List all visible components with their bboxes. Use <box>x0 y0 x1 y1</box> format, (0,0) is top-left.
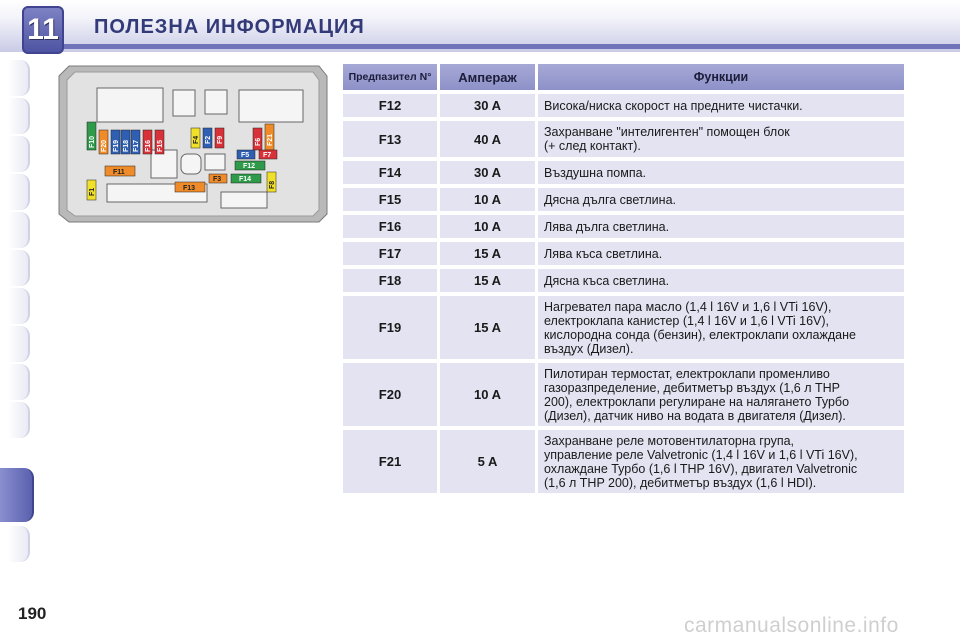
svg-text:F15: F15 <box>157 139 164 152</box>
function-text: Захранване "интелигентен" помощен блок (+ след контакт). <box>538 121 904 157</box>
fuse-F8 <box>267 172 276 192</box>
svg-text:F2: F2 <box>205 135 212 144</box>
function-text: Въздушна помпа. <box>538 161 904 184</box>
amperage: 10 A <box>440 188 535 211</box>
fuse-number: F16 <box>343 215 437 238</box>
side-tab-12[interactable] <box>8 526 30 562</box>
svg-text:F14: F14 <box>239 176 252 183</box>
function-text: Пилотиран термостат, електроклапи променливо газоразпределение, дебитметър въздух (1,6 л THP 200), електроклапи регулиране на налягането Турбо (Дизел), датчик ниво на водата в двигателя (Дизел). <box>538 363 904 426</box>
svg-text:F7: F7 <box>263 152 272 159</box>
header-amperage: Ампераж <box>440 64 535 90</box>
fuse-F18 <box>121 130 130 154</box>
table-header-row <box>343 64 904 90</box>
table-row <box>343 94 904 117</box>
table-row <box>343 430 904 493</box>
fuse-number: F12 <box>343 94 437 117</box>
fuse-F15 <box>155 130 164 154</box>
fuse-number: F17 <box>343 242 437 265</box>
side-tab-2[interactable] <box>8 98 30 134</box>
table-row <box>343 215 904 238</box>
amperage: 30 A <box>440 94 535 117</box>
side-tab-3[interactable] <box>8 136 30 172</box>
svg-text:F12: F12 <box>243 163 256 170</box>
table-row <box>343 161 904 184</box>
svg-text:F11: F11 <box>113 169 125 176</box>
fuse-number: F20 <box>343 363 437 426</box>
fuse-F6 <box>253 128 262 150</box>
fuse-box-diagram <box>57 64 329 224</box>
side-tab-1[interactable] <box>8 60 30 96</box>
svg-text:F19: F19 <box>113 139 120 152</box>
chapter-side-tabs <box>0 60 34 580</box>
side-tab-9[interactable] <box>8 364 30 400</box>
header-functions: Функции <box>538 64 904 90</box>
amperage: 15 A <box>440 242 535 265</box>
svg-text:F17: F17 <box>133 139 140 152</box>
fuse-number: F14 <box>343 161 437 184</box>
fuse-F11 <box>105 166 135 176</box>
amperage: 15 A <box>440 296 535 359</box>
amperage: 15 A <box>440 269 535 292</box>
amperage: 10 A <box>440 363 535 426</box>
fuse-F9 <box>215 128 224 148</box>
fuse-F16 <box>143 130 152 154</box>
table-row <box>343 269 904 292</box>
svg-text:F5: F5 <box>241 152 250 159</box>
svg-text:F9: F9 <box>217 135 224 144</box>
watermark: carmanualsonline.info <box>684 614 899 637</box>
fuse-F4 <box>191 128 200 148</box>
side-tab-5[interactable] <box>8 212 30 248</box>
header-fuse-number: Предпазител N° <box>343 64 437 90</box>
chapter-title: ПОЛЕЗНА ИНФОРМАЦИЯ <box>94 16 365 38</box>
function-text: Дясна дълга светлина. <box>538 188 904 211</box>
side-tab-4[interactable] <box>8 174 30 210</box>
side-tab-8[interactable] <box>8 326 30 362</box>
table-row <box>343 121 904 157</box>
page-number: 190 <box>18 604 47 623</box>
function-text: Дясна къса светлина. <box>538 269 904 292</box>
fuse-F13 <box>175 182 205 192</box>
function-text: Захранване реле мотовентилаторна група, управление реле Valvetronic (1,4 l 16V и 1,6 l VTi 16V), охлаждане Турбо (1,6 l THP 16V), двигател Valvetronic (1,6 л THP 200), дебитметър въздух (1,6 l HDI). <box>538 430 904 493</box>
function-text: Лява къса светлина. <box>538 242 904 265</box>
fuse-F2 <box>203 128 212 148</box>
svg-text:F3: F3 <box>213 176 222 183</box>
side-tab-11-active[interactable] <box>0 468 34 522</box>
function-text: Висока/ниска скорост на предните чистачки. <box>538 94 904 117</box>
chapter-number-tab: 11 <box>22 6 64 54</box>
svg-text:F13: F13 <box>183 185 196 192</box>
svg-text:F1: F1 <box>89 187 96 196</box>
table-row <box>343 363 904 426</box>
amperage: 10 A <box>440 215 535 238</box>
side-tab-6[interactable] <box>8 250 30 286</box>
side-tab-7[interactable] <box>8 288 30 324</box>
svg-text:F4: F4 <box>193 135 200 144</box>
fuse-table <box>343 64 904 497</box>
fuse-F19 <box>111 130 120 154</box>
fuse-F14 <box>231 174 261 183</box>
svg-text:F20: F20 <box>101 139 108 152</box>
function-text: Нагревател пара масло (1,4 l 16V и 1,6 l VTi 16V), електроклапа канистер (1,4 l 16V и 1,6 l VTi 16V), кислородна сонда (бензин), електроклапи охлаждане въздух (Дизел). <box>538 296 904 359</box>
fuse-F7 <box>259 150 277 159</box>
amperage: 40 A <box>440 121 535 157</box>
fuse-number: F19 <box>343 296 437 359</box>
fuse-F10 <box>87 122 96 150</box>
svg-text:F8: F8 <box>269 180 276 189</box>
function-text: Лява дълга светлина. <box>538 215 904 238</box>
svg-text:F18: F18 <box>123 139 130 152</box>
fuse-F3 <box>209 174 227 183</box>
fuse-number: F15 <box>343 188 437 211</box>
table-row <box>343 242 904 265</box>
fuse-F17 <box>131 130 140 154</box>
amperage: 30 A <box>440 161 535 184</box>
fuse-F12 <box>235 161 265 170</box>
side-tab-10[interactable] <box>8 402 30 438</box>
header-line <box>30 44 960 49</box>
fuse-F20 <box>99 130 108 154</box>
fuse-F1 <box>87 180 96 200</box>
amperage: 5 A <box>440 430 535 493</box>
table-row <box>343 188 904 211</box>
svg-text:F21: F21 <box>267 133 274 146</box>
fuse-number: F13 <box>343 121 437 157</box>
svg-text:F6: F6 <box>255 137 262 146</box>
fuse-number: F21 <box>343 430 437 493</box>
fuse-F5 <box>237 150 255 159</box>
table-row <box>343 296 904 359</box>
svg-text:F16: F16 <box>145 139 152 152</box>
fuse-F21 <box>265 124 274 150</box>
svg-text:F10: F10 <box>89 135 96 148</box>
fuse-number: F18 <box>343 269 437 292</box>
